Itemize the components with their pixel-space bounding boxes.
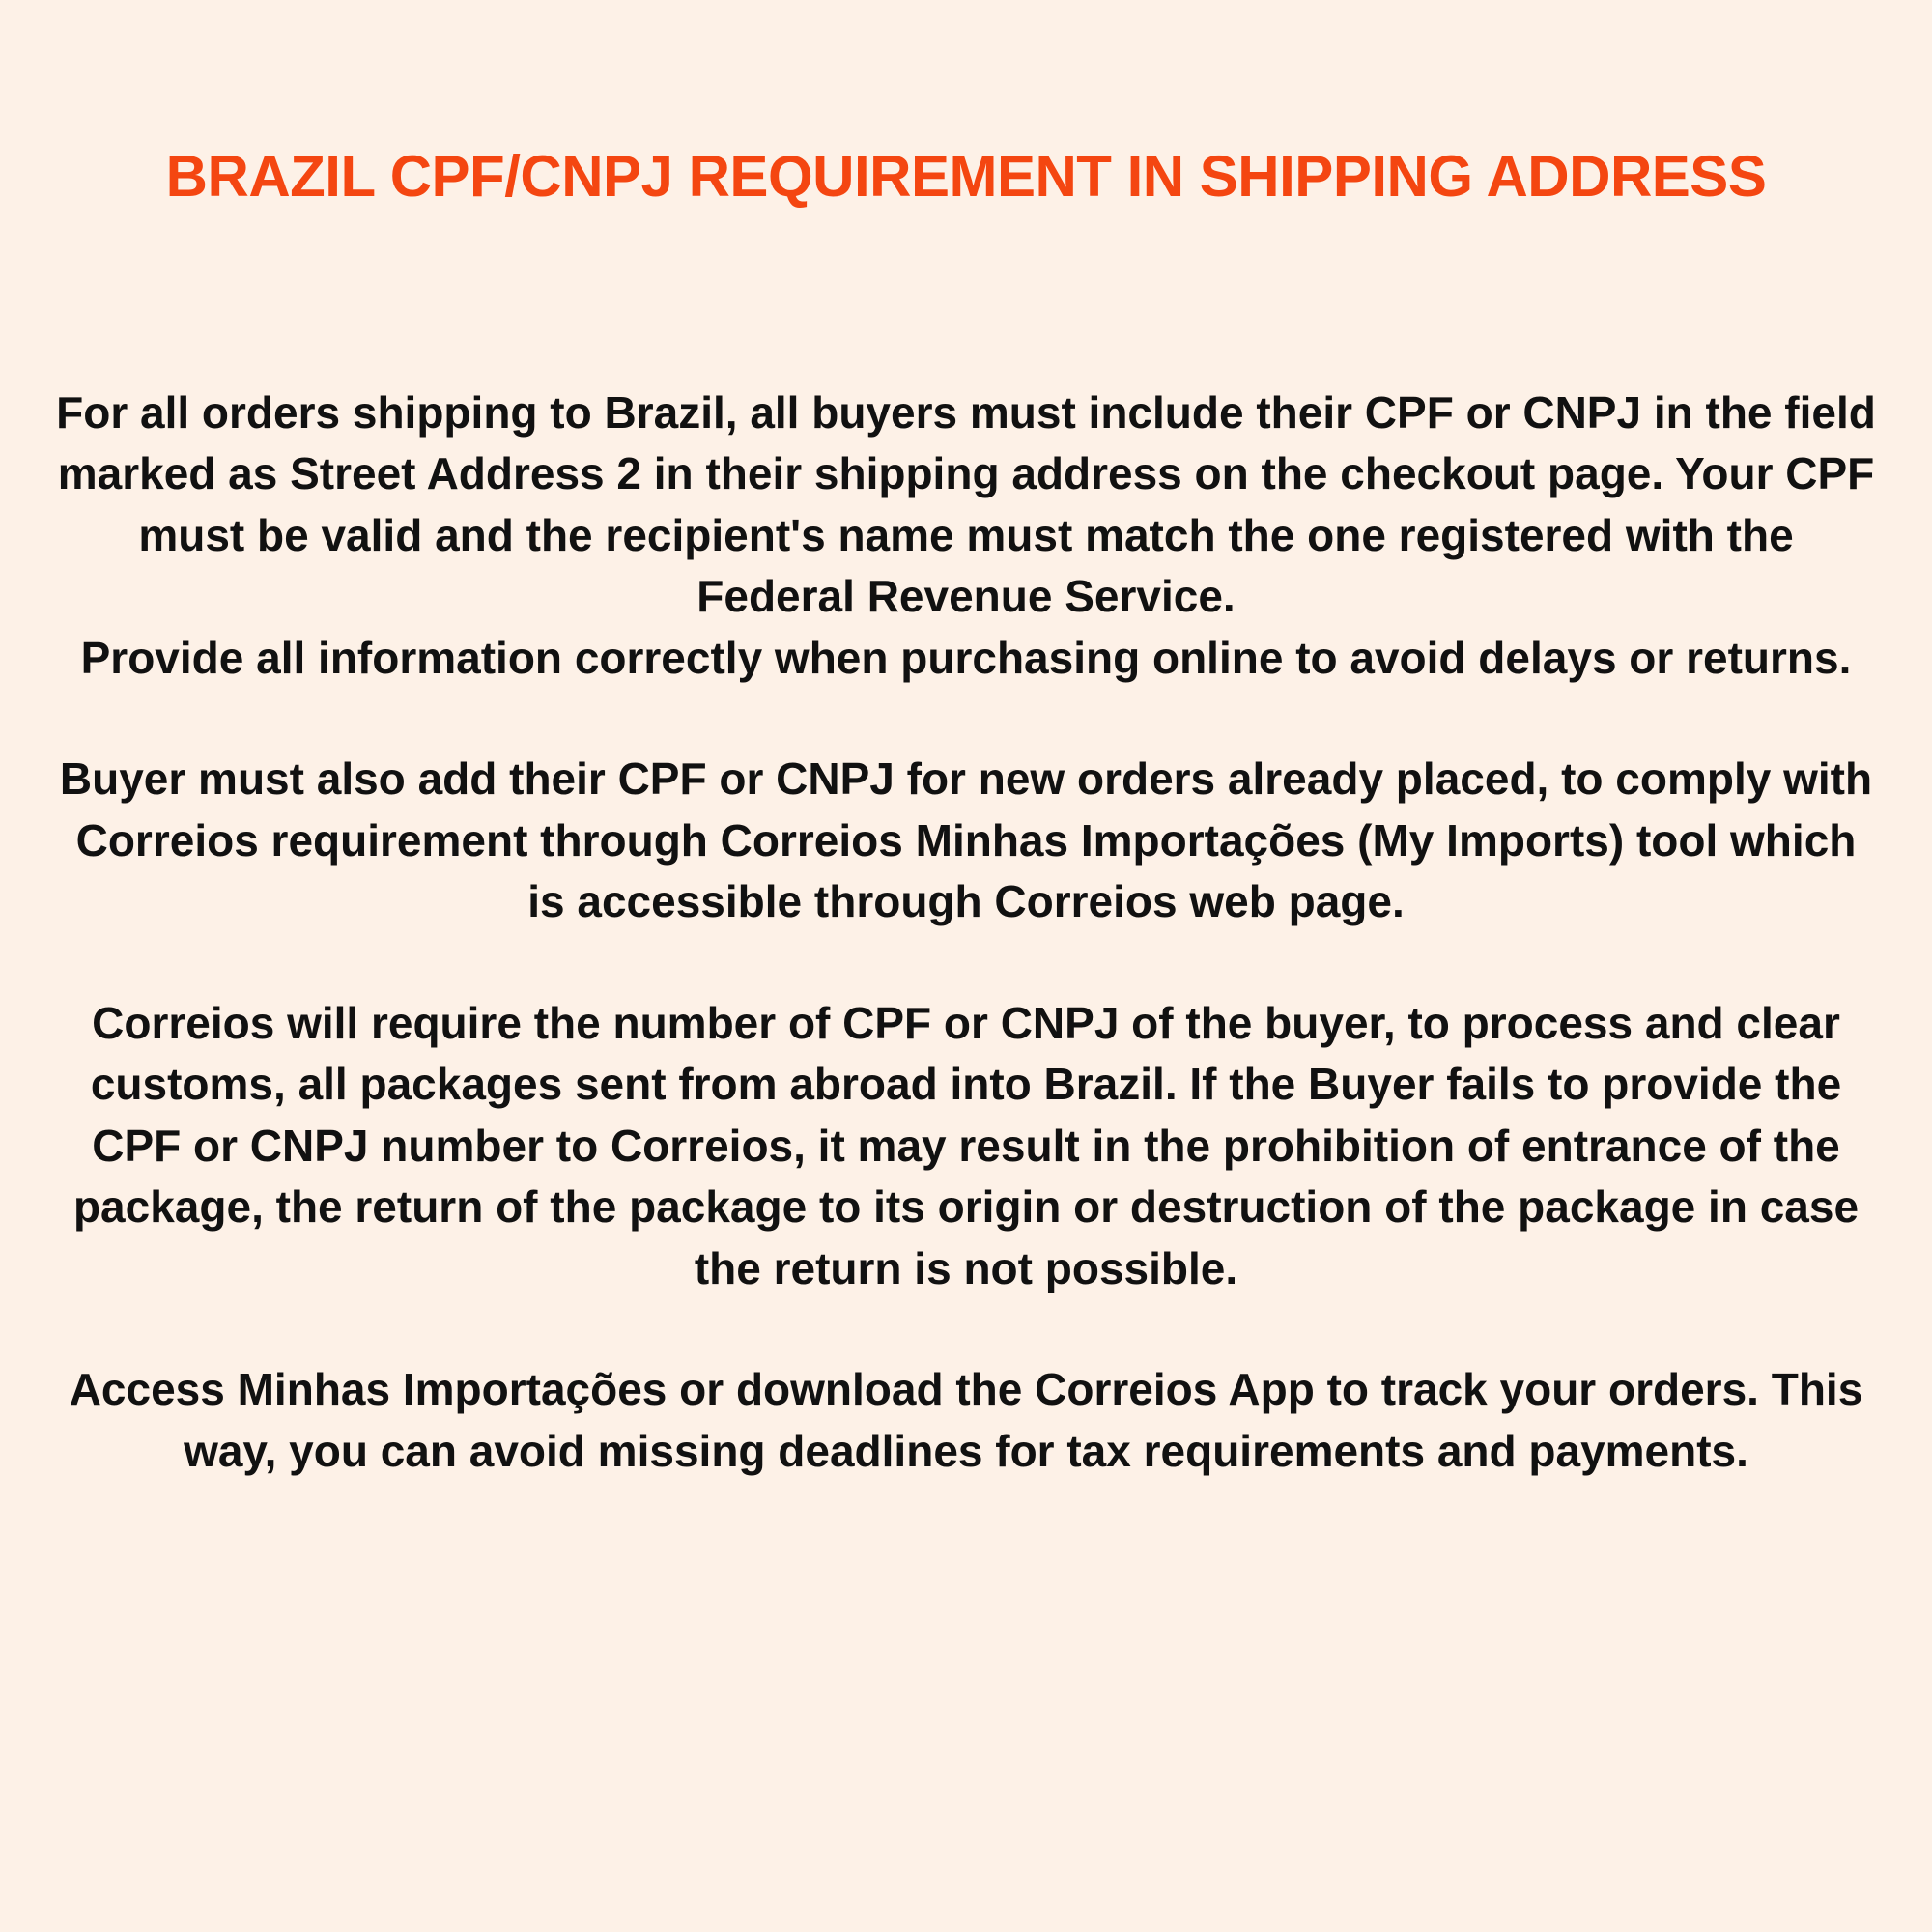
paragraph-existing-orders: Buyer must also add their CPF or CNPJ for new orders already placed, to comply with Correios requirement through Correios Minhas Importações (My Imports) tool which is accessible through Correios web page.: [59, 753, 1873, 927]
paragraph-spacer: [48, 689, 1884, 749]
page-title: BRAZIL CPF/CNPJ REQUIREMENT IN SHIPPING ADDRESS: [165, 144, 1767, 209]
document-body: [48, 383, 1884, 1482]
paragraph-customs-clearance: Correios will require the number of CPF or CNPJ of the buyer, to process and clear customs, all packages sent from abroad into Brazil. If the Buyer fails to provide the CPF or CNPJ number to Correios, it may result in the prohibition of entrance of the package, the return of the package to its origin or destruction of the package in case the return is not possible.: [72, 997, 1860, 1293]
paragraph-track-orders: Access Minhas Importações or download the Correios App to track your orders. This way, you can avoid missing deadlines for tax requirements and payments.: [69, 1364, 1863, 1476]
paragraph-spacer: [48, 933, 1884, 993]
paragraph-cpf-requirement: For all orders shipping to Brazil, all buyers must include their CPF or CNPJ in the field marked as Street Address 2 in their shipping address on the checkout page. Your CPF must be valid and the recipient's name must match the one registered with the Federal Revenue Service.: [56, 387, 1876, 622]
paragraph-spacer: [48, 1299, 1884, 1359]
paragraph-provide-information: Provide all information correctly when purchasing online to avoid delays or returns.: [80, 632, 1852, 683]
